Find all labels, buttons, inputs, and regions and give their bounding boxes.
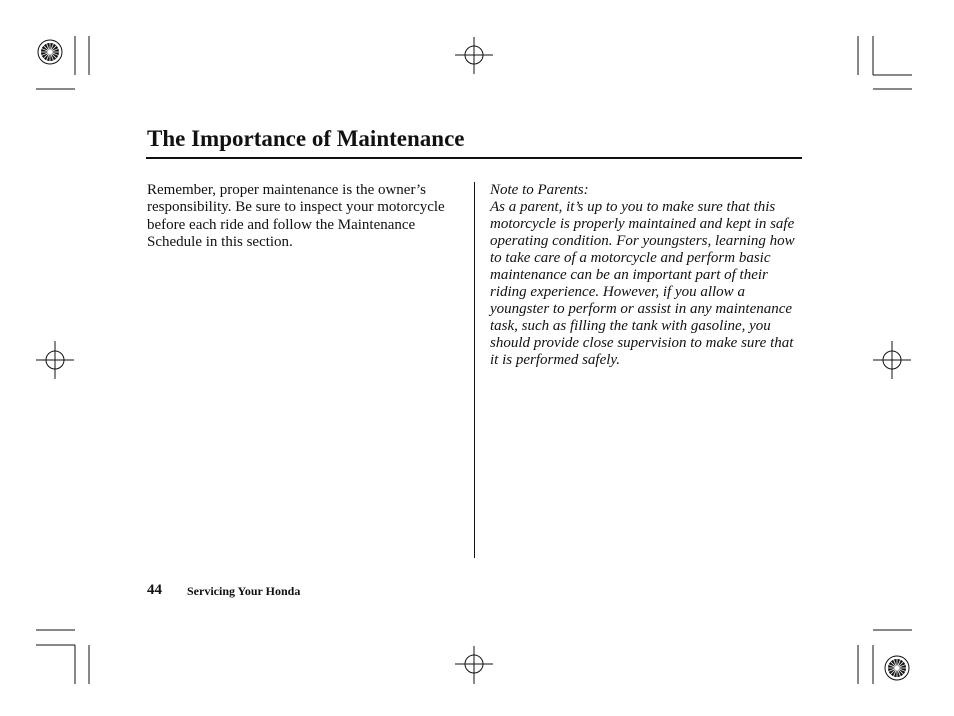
crosshair-registration-icon bbox=[873, 341, 911, 379]
note-to-parents bbox=[490, 182, 802, 369]
registration-starburst-icon bbox=[38, 40, 62, 64]
crosshair-registration-icon bbox=[455, 646, 493, 684]
column-divider bbox=[474, 182, 475, 558]
section-name: Servicing Your Honda bbox=[187, 584, 301, 598]
note-body: As a parent, it’s up to you to make sure that this motorcycle is properly maintained and kept in safe operating condition. For youngsters, learning how to take care of a motorcycle and perform basic maintenance can be an important part of their riding experience. However, if you allow a youngster to perform or assist in any maintenance task, such as filling the tank with gasoline, you should provide close supervision to make sure that it is performed safely. bbox=[490, 199, 795, 368]
page-title: The Importance of Maintenance bbox=[147, 126, 465, 151]
crosshair-registration-icon bbox=[36, 341, 74, 379]
crop-mark-icon bbox=[36, 630, 89, 684]
title-underline bbox=[146, 157, 802, 159]
left-column-paragraph: Remember, proper maintenance is the owner’s responsibility. Be sure to inspect your motorcycle before each ride and follow the Maintenance Schedule in this section. bbox=[147, 182, 445, 251]
crosshair-registration-icon bbox=[455, 37, 493, 74]
page-number: 44 bbox=[147, 582, 162, 598]
crop-mark-icon bbox=[858, 36, 912, 89]
note-heading: Note to Parents: bbox=[490, 182, 589, 198]
registration-starburst-icon bbox=[885, 656, 909, 680]
